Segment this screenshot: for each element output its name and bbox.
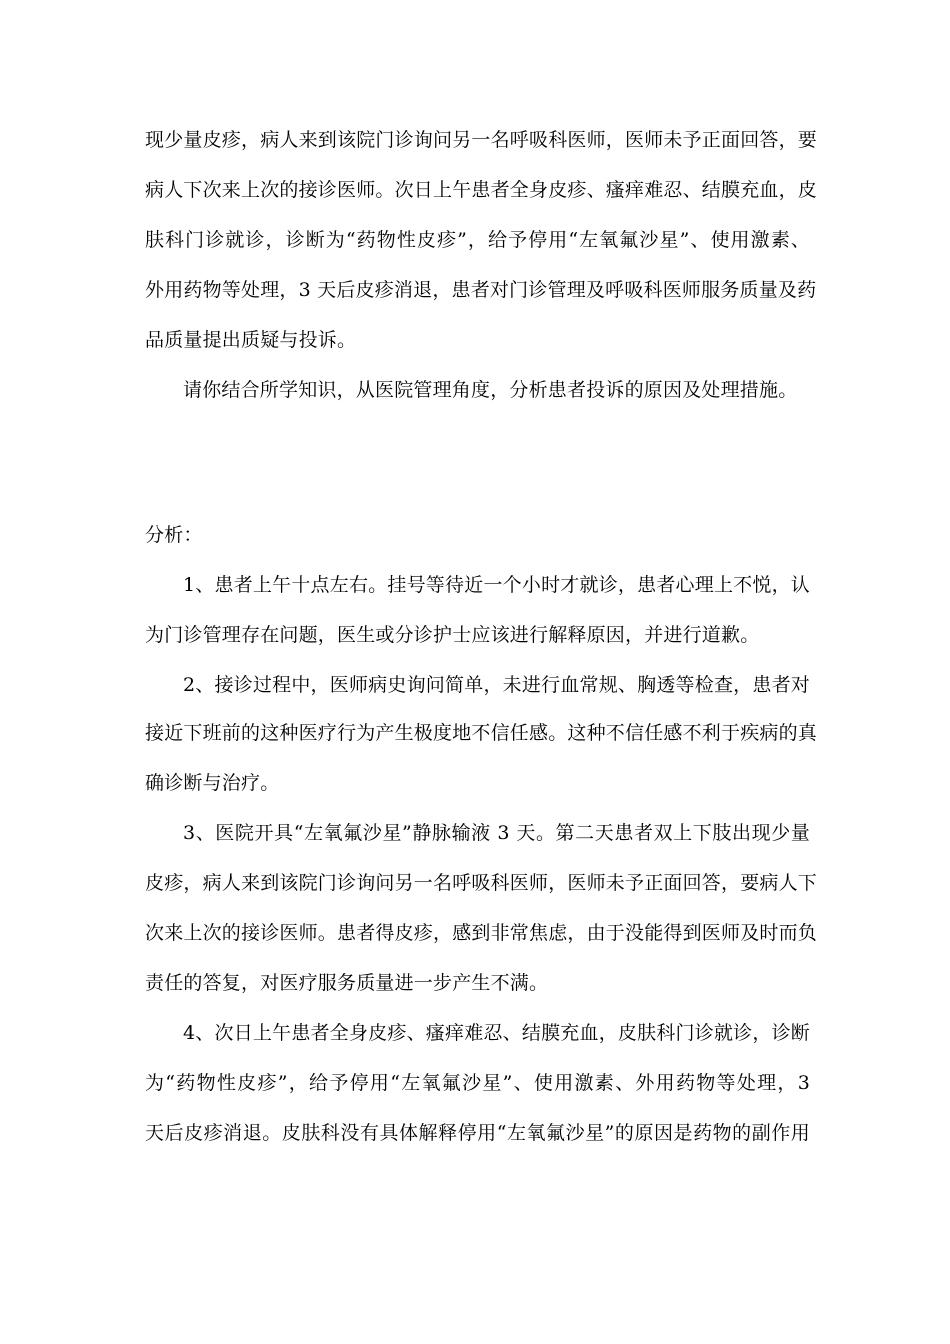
analysis-point-4-line-1: 4、次日上午患者全身皮疹、瘙痒难忍、结膜充血，皮肤科门诊就诊，诊断 xyxy=(183,1022,810,1044)
analysis-point-2-line-3: 确诊断与治疗。 xyxy=(145,772,280,794)
question-text: 请你结合所学知识，从医院管理角度，分析患者投诉的原因及处理措施。 xyxy=(183,379,798,401)
analysis-point-2-line-1: 2、接诊过程中，医师病史询问简单，未进行血常规、胸透等检查，患者对 xyxy=(183,674,810,696)
analysis-point-3-line-1: 3、医院开具“左氧氟沙星”静脉输液 3 天。第二天患者双上下肢出现少量 xyxy=(183,822,810,844)
case-line-4: 外用药物等处理，3 天后皮疹消退，患者对门诊管理及呼吸科医师服务质量及药 xyxy=(145,279,817,301)
analysis-point-1-line-1: 1、患者上午十点左右。挂号等待近一个小时才就诊，患者心理上不悦，认 xyxy=(183,574,810,596)
analysis-point-3-line-2: 皮疹，病人来到该院门诊询问另一名呼吸科医师，医师未予正面回答，要病人下 xyxy=(145,872,818,894)
analysis-point-2-line-2: 接近下班前的这种医疗行为产生极度地不信任感。这种不信任感不利于疾病的真 xyxy=(145,722,818,744)
case-line-5: 品质量提出质疑与投诉。 xyxy=(145,329,357,351)
analysis-point-1-line-2: 为门诊管理存在问题，医生或分诊护士应该进行解释原因，并进行道歉。 xyxy=(145,624,760,646)
analysis-point-3-line-4: 责任的答复，对医疗服务质量进一步产生不满。 xyxy=(145,972,549,994)
case-line-3: 肤科门诊就诊，诊断为“药物性皮疹”，给予停用“左氧氟沙星”、使用激素、 xyxy=(145,229,810,251)
case-line-2: 病人下次来上次的接诊医师。次日上午患者全身皮疹、瘙痒难忍、结膜充血，皮 xyxy=(145,179,818,201)
analysis-point-3-line-3: 次来上次的接诊医师。患者得皮疹，感到非常焦虑，由于没能得到医师及时而负 xyxy=(145,922,818,944)
analysis-point-4-line-2: 为“药物性皮疹”，给予停用“左氧氟沙星”、使用激素、外用药物等处理，3 xyxy=(145,1072,810,1094)
analysis-point-4-line-3: 天后皮疹消退。皮肤科没有具体解释停用“左氧氟沙星”的原因是药物的副作用 xyxy=(145,1122,810,1144)
analysis-heading: 分析： xyxy=(145,524,203,546)
case-line-1: 现少量皮疹，病人来到该院门诊询问另一名呼吸科医师，医师未予正面回答，要 xyxy=(145,129,818,151)
